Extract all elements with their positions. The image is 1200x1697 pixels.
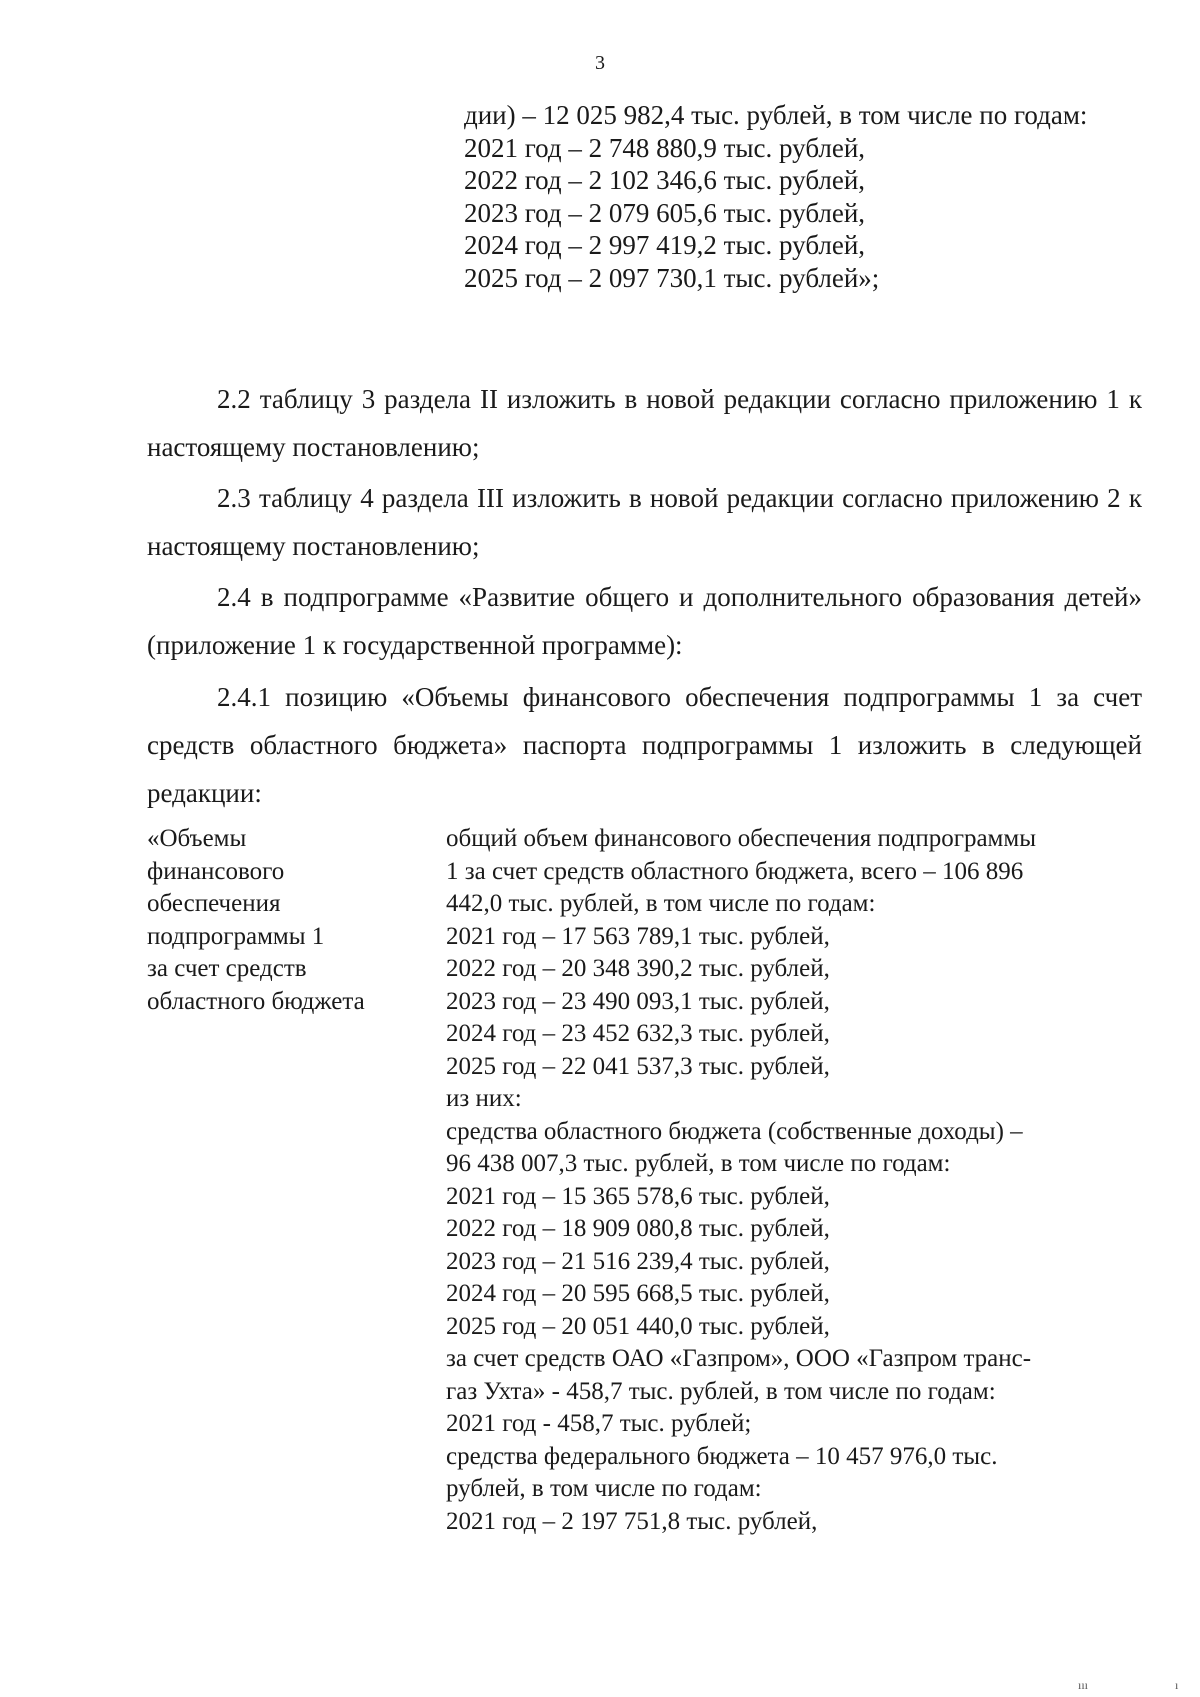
position-name-line: «Объемы	[147, 825, 247, 852]
position-value-line: за счет средств ОАО «Газпром», ООО «Газпром транс-	[446, 1345, 1032, 1372]
position-value-line: средства областного бюджета (собственные доходы) –	[446, 1117, 1023, 1145]
paragraph-2-4	[147, 573, 1142, 669]
paragraph-2-4-1	[147, 673, 1142, 817]
position-value-line: 2021 год – 15 365 578,6 тыс. рублей,	[446, 1182, 830, 1210]
paragraph-text: 2.4.1 позицию «Объемы финансового обеспечения подпрограммы 1 за счет средств областного бюджета» паспорта подпрограммы 1 изложить в следующей редакции:	[147, 682, 1142, 808]
position-value-line: 2021 год – 2 197 751,8 тыс. рублей,	[446, 1507, 818, 1535]
position-value-line: 2024 год – 23 452 632,3 тыс. рублей,	[446, 1020, 830, 1047]
position-value-line: средства федерального бюджета – 10 457 976,0 тыс.	[446, 1442, 998, 1470]
scan-mark: ı	[1175, 1678, 1179, 1692]
funding-line: 2022 год – 2 102 346,6 тыс. рублей,	[464, 165, 866, 196]
position-name-line: финансового	[147, 857, 285, 885]
position-name-line: за счет средств	[147, 955, 307, 982]
position-value-line: 2024 год – 20 595 668,5 тыс. рублей,	[446, 1280, 830, 1307]
paragraph-text: 2.4 в подпрограмме «Развитие общего и дополнительного образования детей» (приложение 1 к государственной программе):	[147, 582, 1142, 660]
funding-line: 2025 год – 2 097 730,1 тыс. рублей»;	[464, 262, 880, 293]
position-value-line: 2025 год – 20 051 440,0 тыс. рублей,	[446, 1312, 830, 1340]
position-value-line: 2025 год – 22 041 537,3 тыс. рублей,	[446, 1052, 830, 1080]
position-value-line: рублей, в том числе по годам:	[446, 1475, 762, 1502]
position-value-line: 2023 год – 23 490 093,1 тыс. рублей,	[446, 987, 830, 1015]
position-name-line: обеспечения	[147, 890, 281, 917]
paragraph-2-2	[147, 375, 1142, 471]
funding-continuation-block	[464, 99, 1087, 295]
position-name-column	[147, 823, 365, 1018]
funding-line: 2024 год – 2 997 419,2 тыс. рублей,	[464, 230, 866, 261]
funding-line: дии) – 12 025 982,4 тыс. рублей, в том числе по годам:	[464, 100, 1088, 130]
position-value-line: 2021 год - 458,7 тыс. рублей;	[446, 1410, 752, 1437]
paragraph-2-3	[147, 474, 1142, 570]
position-value-line: из них:	[446, 1085, 522, 1112]
position-value-line: газ Ухта» - 458,7 тыс. рублей, в том числе по годам:	[446, 1377, 996, 1405]
position-name-line: подпрограммы 1	[147, 922, 325, 950]
position-value-line: 1 за счет средств областного бюджета, всего – 106 896	[446, 857, 1024, 885]
paragraph-text: 2.2 таблицу 3 раздела II изложить в новой редакции согласно приложению 1 к настоящему постановлению;	[147, 384, 1142, 462]
position-value-line: 2022 год – 20 348 390,2 тыс. рублей,	[446, 955, 830, 982]
position-value-line: общий объем финансового обеспечения подпрограммы	[446, 825, 1036, 852]
position-value-column	[446, 823, 1036, 1538]
position-value-line: 2021 год – 17 563 789,1 тыс. рублей,	[446, 922, 830, 950]
position-value-line: 96 438 007,3 тыс. рублей, в том числе по годам:	[446, 1150, 951, 1177]
page-number: 3	[595, 52, 605, 74]
position-value-line: 442,0 тыс. рублей, в том числе по годам:	[446, 890, 876, 917]
position-name-line: областного бюджета	[147, 987, 365, 1015]
funding-line: 2021 год – 2 748 880,9 тыс. рублей,	[464, 132, 866, 163]
paragraph-text: 2.3 таблицу 4 раздела III изложить в новой редакции согласно приложению 2 к настоящему постановлению;	[147, 483, 1142, 561]
position-value-line: 2023 год – 21 516 239,4 тыс. рублей,	[446, 1247, 830, 1275]
scan-mark: ııı	[1078, 1678, 1089, 1692]
position-value-line: 2022 год – 18 909 080,8 тыс. рублей,	[446, 1215, 830, 1242]
funding-line: 2023 год – 2 079 605,6 тыс. рублей,	[464, 197, 866, 228]
